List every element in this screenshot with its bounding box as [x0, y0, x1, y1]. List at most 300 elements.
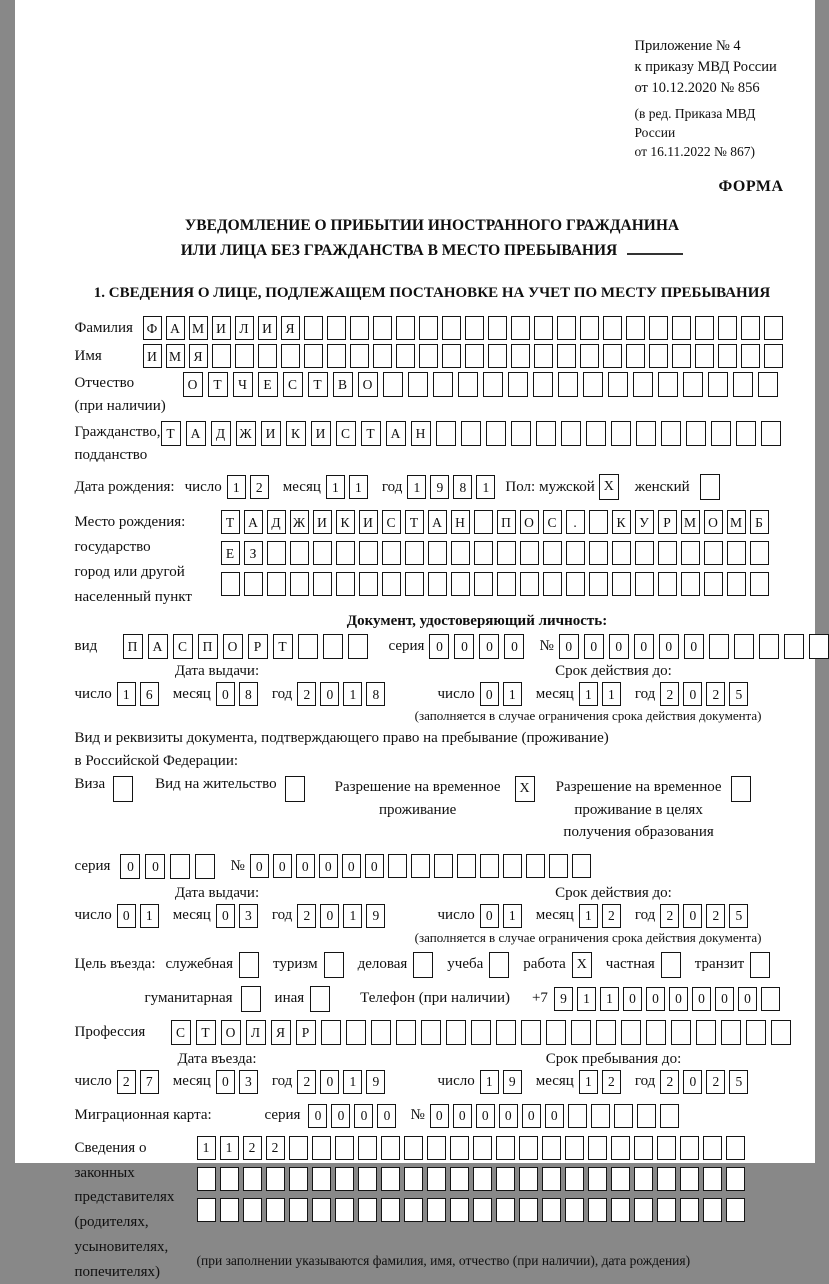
- char-cell[interactable]: К: [286, 421, 306, 446]
- char-cell[interactable]: [381, 1198, 400, 1222]
- char-cell[interactable]: [373, 344, 392, 368]
- char-cell[interactable]: [761, 987, 780, 1011]
- char-cell[interactable]: [289, 1136, 308, 1160]
- char-cell[interactable]: 1: [602, 682, 621, 706]
- char-cell[interactable]: [359, 541, 378, 565]
- char-cell[interactable]: [404, 1167, 423, 1191]
- char-cell[interactable]: [312, 1167, 331, 1191]
- char-cell[interactable]: [434, 854, 453, 878]
- char-cell[interactable]: 0: [479, 634, 499, 659]
- char-cell[interactable]: [405, 541, 424, 565]
- char-cell[interactable]: [626, 316, 645, 340]
- char-cell[interactable]: [726, 1136, 745, 1160]
- char-cell[interactable]: [695, 316, 714, 340]
- char-cell[interactable]: [542, 1136, 561, 1160]
- char-cell[interactable]: [542, 1198, 561, 1222]
- char-cell[interactable]: Я: [281, 316, 300, 340]
- char-cell[interactable]: [708, 372, 728, 397]
- char-cell[interactable]: 9: [430, 475, 449, 499]
- purpose-business-checkbox[interactable]: [413, 952, 433, 978]
- char-cell[interactable]: [267, 541, 286, 565]
- char-cell[interactable]: [588, 1136, 607, 1160]
- char-cell[interactable]: 0: [429, 634, 449, 659]
- char-cell[interactable]: К: [336, 510, 355, 534]
- char-cell[interactable]: [526, 854, 545, 878]
- char-cell[interactable]: [580, 344, 599, 368]
- char-cell[interactable]: [327, 344, 346, 368]
- char-cell[interactable]: О: [183, 372, 203, 397]
- char-cell[interactable]: [488, 344, 507, 368]
- char-cell[interactable]: 2: [706, 904, 725, 928]
- char-cell[interactable]: [267, 572, 286, 596]
- char-cell[interactable]: [637, 1104, 656, 1128]
- char-cell[interactable]: М: [166, 344, 185, 368]
- char-cell[interactable]: [258, 344, 277, 368]
- char-cell[interactable]: [750, 541, 769, 565]
- char-cell[interactable]: 0: [377, 1104, 396, 1128]
- char-cell[interactable]: 0: [623, 987, 642, 1011]
- char-cell[interactable]: [746, 1020, 766, 1045]
- char-cell[interactable]: Я: [189, 344, 208, 368]
- char-cell[interactable]: 2: [117, 1070, 136, 1094]
- char-cell[interactable]: 2: [297, 904, 316, 928]
- char-cell[interactable]: [589, 510, 608, 534]
- char-cell[interactable]: [612, 541, 631, 565]
- char-cell[interactable]: 0: [683, 682, 702, 706]
- char-cell[interactable]: И: [261, 421, 281, 446]
- char-cell[interactable]: [508, 372, 528, 397]
- char-cell[interactable]: [603, 316, 622, 340]
- char-cell[interactable]: [621, 1020, 641, 1045]
- char-cell[interactable]: [220, 1198, 239, 1222]
- char-cell[interactable]: [465, 344, 484, 368]
- char-cell[interactable]: 0: [715, 987, 734, 1011]
- char-cell[interactable]: 1: [600, 987, 619, 1011]
- char-cell[interactable]: 9: [366, 904, 385, 928]
- char-cell[interactable]: Т: [308, 372, 328, 397]
- char-cell[interactable]: 0: [320, 1070, 339, 1094]
- char-cell[interactable]: [557, 344, 576, 368]
- char-cell[interactable]: [427, 1136, 446, 1160]
- char-cell[interactable]: [543, 541, 562, 565]
- char-cell[interactable]: [733, 372, 753, 397]
- char-cell[interactable]: [348, 634, 368, 659]
- char-cell[interactable]: С: [283, 372, 303, 397]
- char-cell[interactable]: 0: [692, 987, 711, 1011]
- char-cell[interactable]: 1: [503, 904, 522, 928]
- char-cell[interactable]: [709, 634, 729, 659]
- char-cell[interactable]: Ж: [236, 421, 256, 446]
- char-cell[interactable]: [442, 344, 461, 368]
- char-cell[interactable]: [327, 316, 346, 340]
- char-cell[interactable]: [726, 1198, 745, 1222]
- char-cell[interactable]: И: [359, 510, 378, 534]
- char-cell[interactable]: [427, 1167, 446, 1191]
- char-cell[interactable]: А: [428, 510, 447, 534]
- char-cell[interactable]: 2: [660, 904, 679, 928]
- char-cell[interactable]: И: [212, 316, 231, 340]
- char-cell[interactable]: [497, 541, 516, 565]
- char-cell[interactable]: [611, 1167, 630, 1191]
- char-cell[interactable]: [608, 372, 628, 397]
- char-cell[interactable]: 1: [407, 475, 426, 499]
- char-cell[interactable]: [561, 421, 581, 446]
- char-cell[interactable]: [419, 316, 438, 340]
- char-cell[interactable]: 1: [343, 904, 362, 928]
- char-cell[interactable]: .: [566, 510, 585, 534]
- char-cell[interactable]: [323, 634, 343, 659]
- char-cell[interactable]: [591, 1104, 610, 1128]
- char-cell[interactable]: [335, 1136, 354, 1160]
- char-cell[interactable]: 5: [729, 1070, 748, 1094]
- char-cell[interactable]: [727, 541, 746, 565]
- sex-female-checkbox[interactable]: [700, 474, 720, 500]
- char-cell[interactable]: [335, 1167, 354, 1191]
- char-cell[interactable]: [572, 854, 591, 878]
- char-cell[interactable]: [373, 316, 392, 340]
- char-cell[interactable]: [503, 854, 522, 878]
- char-cell[interactable]: 0: [559, 634, 579, 659]
- char-cell[interactable]: 1: [140, 904, 159, 928]
- char-cell[interactable]: 0: [545, 1104, 564, 1128]
- char-cell[interactable]: [321, 1020, 341, 1045]
- char-cell[interactable]: [704, 572, 723, 596]
- char-cell[interactable]: 2: [297, 682, 316, 706]
- char-cell[interactable]: [809, 634, 829, 659]
- char-cell[interactable]: [473, 1136, 492, 1160]
- char-cell[interactable]: О: [358, 372, 378, 397]
- char-cell[interactable]: [721, 1020, 741, 1045]
- char-cell[interactable]: [371, 1020, 391, 1045]
- char-cell[interactable]: [383, 372, 403, 397]
- char-cell[interactable]: [496, 1020, 516, 1045]
- char-cell[interactable]: Д: [267, 510, 286, 534]
- char-cell[interactable]: [703, 1167, 722, 1191]
- char-cell[interactable]: [388, 854, 407, 878]
- char-cell[interactable]: [711, 421, 731, 446]
- char-cell[interactable]: 1: [117, 682, 136, 706]
- char-cell[interactable]: [686, 421, 706, 446]
- char-cell[interactable]: Т: [161, 421, 181, 446]
- char-cell[interactable]: [661, 421, 681, 446]
- char-cell[interactable]: [646, 1020, 666, 1045]
- char-cell[interactable]: 9: [503, 1070, 522, 1094]
- char-cell[interactable]: 1: [476, 475, 495, 499]
- char-cell[interactable]: [496, 1136, 515, 1160]
- char-cell[interactable]: [480, 854, 499, 878]
- char-cell[interactable]: [565, 1167, 584, 1191]
- char-cell[interactable]: 0: [120, 854, 140, 879]
- char-cell[interactable]: [680, 1198, 699, 1222]
- char-cell[interactable]: 0: [216, 1070, 235, 1094]
- char-cell[interactable]: [350, 344, 369, 368]
- char-cell[interactable]: [759, 634, 779, 659]
- char-cell[interactable]: [558, 372, 578, 397]
- char-cell[interactable]: [519, 1198, 538, 1222]
- char-cell[interactable]: Р: [296, 1020, 316, 1045]
- char-cell[interactable]: К: [612, 510, 631, 534]
- char-cell[interactable]: 8: [239, 682, 258, 706]
- char-cell[interactable]: И: [143, 344, 162, 368]
- char-cell[interactable]: [483, 372, 503, 397]
- char-cell[interactable]: 0: [216, 904, 235, 928]
- char-cell[interactable]: [566, 572, 585, 596]
- char-cell[interactable]: [718, 316, 737, 340]
- char-cell[interactable]: 1: [227, 475, 246, 499]
- char-cell[interactable]: [486, 421, 506, 446]
- char-cell[interactable]: [170, 854, 190, 879]
- char-cell[interactable]: М: [681, 510, 700, 534]
- char-cell[interactable]: [358, 1167, 377, 1191]
- char-cell[interactable]: [611, 421, 631, 446]
- char-cell[interactable]: [635, 572, 654, 596]
- char-cell[interactable]: 0: [117, 904, 136, 928]
- char-cell[interactable]: 0: [584, 634, 604, 659]
- char-cell[interactable]: [235, 344, 254, 368]
- char-cell[interactable]: [220, 1167, 239, 1191]
- char-cell[interactable]: [660, 1104, 679, 1128]
- char-cell[interactable]: [635, 541, 654, 565]
- char-cell[interactable]: 0: [430, 1104, 449, 1128]
- char-cell[interactable]: [658, 572, 677, 596]
- char-cell[interactable]: [458, 372, 478, 397]
- purpose-official-checkbox[interactable]: [239, 952, 259, 978]
- char-cell[interactable]: 3: [239, 904, 258, 928]
- char-cell[interactable]: 0: [273, 854, 292, 878]
- char-cell[interactable]: 1: [579, 1070, 598, 1094]
- char-cell[interactable]: [543, 572, 562, 596]
- char-cell[interactable]: [614, 1104, 633, 1128]
- char-cell[interactable]: [681, 572, 700, 596]
- char-cell[interactable]: Т: [196, 1020, 216, 1045]
- char-cell[interactable]: Н: [451, 510, 470, 534]
- char-cell[interactable]: [750, 572, 769, 596]
- char-cell[interactable]: [519, 1136, 538, 1160]
- char-cell[interactable]: 0: [296, 854, 315, 878]
- char-cell[interactable]: А: [186, 421, 206, 446]
- char-cell[interactable]: О: [520, 510, 539, 534]
- char-cell[interactable]: 5: [729, 904, 748, 928]
- char-cell[interactable]: 9: [554, 987, 573, 1011]
- char-cell[interactable]: [680, 1167, 699, 1191]
- char-cell[interactable]: [634, 1136, 653, 1160]
- char-cell[interactable]: 0: [669, 987, 688, 1011]
- char-cell[interactable]: [243, 1167, 262, 1191]
- char-cell[interactable]: 2: [602, 904, 621, 928]
- char-cell[interactable]: [450, 1136, 469, 1160]
- char-cell[interactable]: 0: [504, 634, 524, 659]
- char-cell[interactable]: 1: [220, 1136, 239, 1160]
- char-cell[interactable]: 2: [706, 682, 725, 706]
- purpose-transit-checkbox[interactable]: [750, 952, 770, 978]
- char-cell[interactable]: 0: [454, 634, 474, 659]
- sex-male-checkbox[interactable]: X: [599, 474, 619, 500]
- char-cell[interactable]: 0: [342, 854, 361, 878]
- char-cell[interactable]: [359, 572, 378, 596]
- char-cell[interactable]: 6: [140, 682, 159, 706]
- residence-permit-checkbox[interactable]: [285, 776, 305, 802]
- char-cell[interactable]: 2: [706, 1070, 725, 1094]
- char-cell[interactable]: У: [635, 510, 654, 534]
- char-cell[interactable]: [549, 854, 568, 878]
- char-cell[interactable]: И: [258, 316, 277, 340]
- char-cell[interactable]: И: [311, 421, 331, 446]
- char-cell[interactable]: [266, 1167, 285, 1191]
- char-cell[interactable]: 1: [579, 904, 598, 928]
- char-cell[interactable]: 0: [659, 634, 679, 659]
- char-cell[interactable]: 0: [320, 682, 339, 706]
- char-cell[interactable]: [626, 344, 645, 368]
- char-cell[interactable]: 0: [683, 904, 702, 928]
- char-cell[interactable]: [571, 1020, 591, 1045]
- char-cell[interactable]: [350, 316, 369, 340]
- char-cell[interactable]: [634, 1167, 653, 1191]
- char-cell[interactable]: 2: [660, 682, 679, 706]
- char-cell[interactable]: Ф: [143, 316, 162, 340]
- char-cell[interactable]: 0: [354, 1104, 373, 1128]
- char-cell[interactable]: [244, 572, 263, 596]
- char-cell[interactable]: [672, 344, 691, 368]
- char-cell[interactable]: [336, 541, 355, 565]
- char-cell[interactable]: 2: [266, 1136, 285, 1160]
- char-cell[interactable]: С: [173, 634, 193, 659]
- char-cell[interactable]: [695, 344, 714, 368]
- char-cell[interactable]: И: [313, 510, 332, 534]
- char-cell[interactable]: М: [727, 510, 746, 534]
- char-cell[interactable]: 0: [145, 854, 165, 879]
- char-cell[interactable]: [703, 1198, 722, 1222]
- char-cell[interactable]: [727, 572, 746, 596]
- char-cell[interactable]: 2: [250, 475, 269, 499]
- char-cell[interactable]: С: [171, 1020, 191, 1045]
- char-cell[interactable]: 0: [646, 987, 665, 1011]
- char-cell[interactable]: [197, 1198, 216, 1222]
- char-cell[interactable]: Д: [211, 421, 231, 446]
- char-cell[interactable]: Т: [221, 510, 240, 534]
- char-cell[interactable]: [588, 1167, 607, 1191]
- char-cell[interactable]: С: [382, 510, 401, 534]
- char-cell[interactable]: Р: [248, 634, 268, 659]
- char-cell[interactable]: [195, 854, 215, 879]
- char-cell[interactable]: А: [244, 510, 263, 534]
- char-cell[interactable]: [511, 344, 530, 368]
- char-cell[interactable]: [520, 541, 539, 565]
- char-cell[interactable]: [741, 344, 760, 368]
- char-cell[interactable]: [658, 372, 678, 397]
- char-cell[interactable]: С: [543, 510, 562, 534]
- char-cell[interactable]: [404, 1136, 423, 1160]
- char-cell[interactable]: [784, 634, 804, 659]
- char-cell[interactable]: 1: [326, 475, 345, 499]
- char-cell[interactable]: [696, 1020, 716, 1045]
- char-cell[interactable]: 0: [480, 904, 499, 928]
- char-cell[interactable]: [657, 1136, 676, 1160]
- char-cell[interactable]: П: [497, 510, 516, 534]
- char-cell[interactable]: [450, 1167, 469, 1191]
- char-cell[interactable]: Я: [271, 1020, 291, 1045]
- char-cell[interactable]: [589, 541, 608, 565]
- purpose-other-checkbox[interactable]: [310, 986, 330, 1012]
- char-cell[interactable]: [382, 541, 401, 565]
- char-cell[interactable]: [658, 541, 677, 565]
- char-cell[interactable]: [358, 1198, 377, 1222]
- char-cell[interactable]: [336, 572, 355, 596]
- char-cell[interactable]: Ч: [233, 372, 253, 397]
- char-cell[interactable]: Н: [411, 421, 431, 446]
- char-cell[interactable]: [736, 421, 756, 446]
- char-cell[interactable]: Т: [208, 372, 228, 397]
- char-cell[interactable]: [734, 634, 754, 659]
- char-cell[interactable]: [612, 572, 631, 596]
- char-cell[interactable]: [704, 541, 723, 565]
- char-cell[interactable]: [471, 1020, 491, 1045]
- char-cell[interactable]: [542, 1167, 561, 1191]
- char-cell[interactable]: [636, 421, 656, 446]
- char-cell[interactable]: 1: [579, 682, 598, 706]
- char-cell[interactable]: 9: [366, 1070, 385, 1094]
- char-cell[interactable]: О: [704, 510, 723, 534]
- char-cell[interactable]: [534, 316, 553, 340]
- char-cell[interactable]: [433, 372, 453, 397]
- char-cell[interactable]: Л: [246, 1020, 266, 1045]
- visa-checkbox[interactable]: [113, 776, 133, 802]
- purpose-humanitarian-checkbox[interactable]: [241, 986, 261, 1012]
- char-cell[interactable]: [657, 1167, 676, 1191]
- char-cell[interactable]: [346, 1020, 366, 1045]
- char-cell[interactable]: [313, 572, 332, 596]
- char-cell[interactable]: [451, 572, 470, 596]
- char-cell[interactable]: [411, 854, 430, 878]
- char-cell[interactable]: 0: [453, 1104, 472, 1128]
- char-cell[interactable]: [289, 1198, 308, 1222]
- char-cell[interactable]: [312, 1198, 331, 1222]
- char-cell[interactable]: [473, 1198, 492, 1222]
- char-cell[interactable]: [312, 1136, 331, 1160]
- char-cell[interactable]: 0: [216, 682, 235, 706]
- char-cell[interactable]: [741, 316, 760, 340]
- char-cell[interactable]: [465, 316, 484, 340]
- char-cell[interactable]: [680, 1136, 699, 1160]
- char-cell[interactable]: [657, 1198, 676, 1222]
- char-cell[interactable]: 2: [297, 1070, 316, 1094]
- char-cell[interactable]: [583, 372, 603, 397]
- temp-residence-education-checkbox[interactable]: [731, 776, 751, 802]
- char-cell[interactable]: [671, 1020, 691, 1045]
- purpose-private-checkbox[interactable]: [661, 952, 681, 978]
- char-cell[interactable]: [473, 1167, 492, 1191]
- char-cell[interactable]: [396, 1020, 416, 1045]
- purpose-work-checkbox[interactable]: X: [572, 952, 592, 978]
- char-cell[interactable]: Т: [361, 421, 381, 446]
- char-cell[interactable]: [212, 344, 231, 368]
- char-cell[interactable]: [683, 372, 703, 397]
- char-cell[interactable]: С: [336, 421, 356, 446]
- char-cell[interactable]: П: [198, 634, 218, 659]
- char-cell[interactable]: [488, 316, 507, 340]
- char-cell[interactable]: [304, 344, 323, 368]
- char-cell[interactable]: 2: [602, 1070, 621, 1094]
- char-cell[interactable]: [566, 541, 585, 565]
- char-cell[interactable]: [611, 1198, 630, 1222]
- char-cell[interactable]: 1: [577, 987, 596, 1011]
- char-cell[interactable]: 8: [366, 682, 385, 706]
- char-cell[interactable]: [633, 372, 653, 397]
- char-cell[interactable]: [428, 541, 447, 565]
- char-cell[interactable]: 1: [480, 1070, 499, 1094]
- char-cell[interactable]: [381, 1136, 400, 1160]
- purpose-tourism-checkbox[interactable]: [324, 952, 344, 978]
- char-cell[interactable]: 1: [343, 682, 362, 706]
